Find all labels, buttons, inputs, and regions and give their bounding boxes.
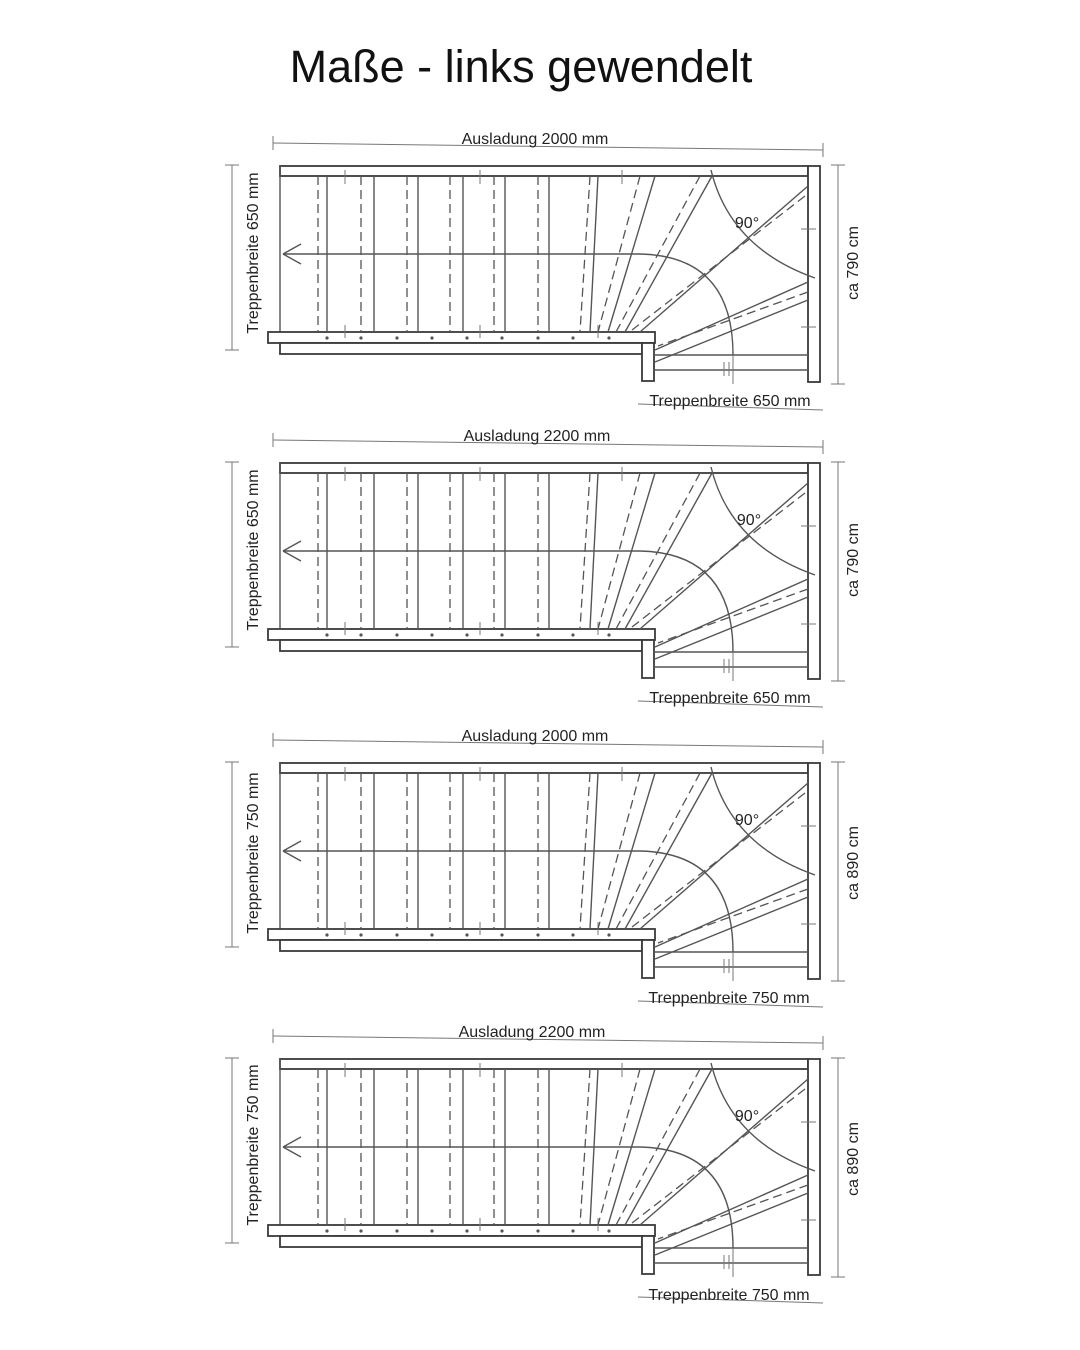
page-title: Maße - links gewendelt — [289, 41, 753, 92]
total-length-label: ca 790 cm — [845, 226, 862, 300]
angle-label: 90° — [736, 512, 762, 529]
total-length-label: ca 790 cm — [845, 523, 862, 597]
bottom-width-label: Treppenbreite 650 mm — [649, 690, 811, 707]
stair-drawing-1 — [225, 136, 845, 410]
left-width-label: Treppenbreite 750 mm — [245, 1064, 262, 1226]
width-label: Ausladung 2000 mm — [461, 131, 609, 148]
left-width-label: Treppenbreite 650 mm — [245, 469, 262, 631]
stair-drawing-2 — [225, 433, 845, 707]
width-label: Ausladung 2200 mm — [463, 428, 611, 445]
stair-drawing-4 — [225, 1029, 845, 1303]
angle-label: 90° — [734, 215, 760, 232]
bottom-width-label: Treppenbreite 750 mm — [648, 990, 810, 1007]
width-label: Ausladung 2000 mm — [461, 728, 609, 745]
left-width-label: Treppenbreite 650 mm — [245, 172, 262, 334]
left-width-label: Treppenbreite 750 mm — [245, 772, 262, 934]
bottom-width-label: Treppenbreite 650 mm — [649, 393, 811, 410]
width-label: Ausladung 2200 mm — [458, 1024, 606, 1041]
total-length-label: ca 890 cm — [845, 826, 862, 900]
bottom-width-label: Treppenbreite 750 mm — [648, 1287, 810, 1304]
total-length-label: ca 890 cm — [845, 1122, 862, 1196]
stair-drawing-3 — [225, 733, 845, 1007]
angle-label: 90° — [734, 1108, 760, 1125]
angle-label: 90° — [734, 812, 760, 829]
